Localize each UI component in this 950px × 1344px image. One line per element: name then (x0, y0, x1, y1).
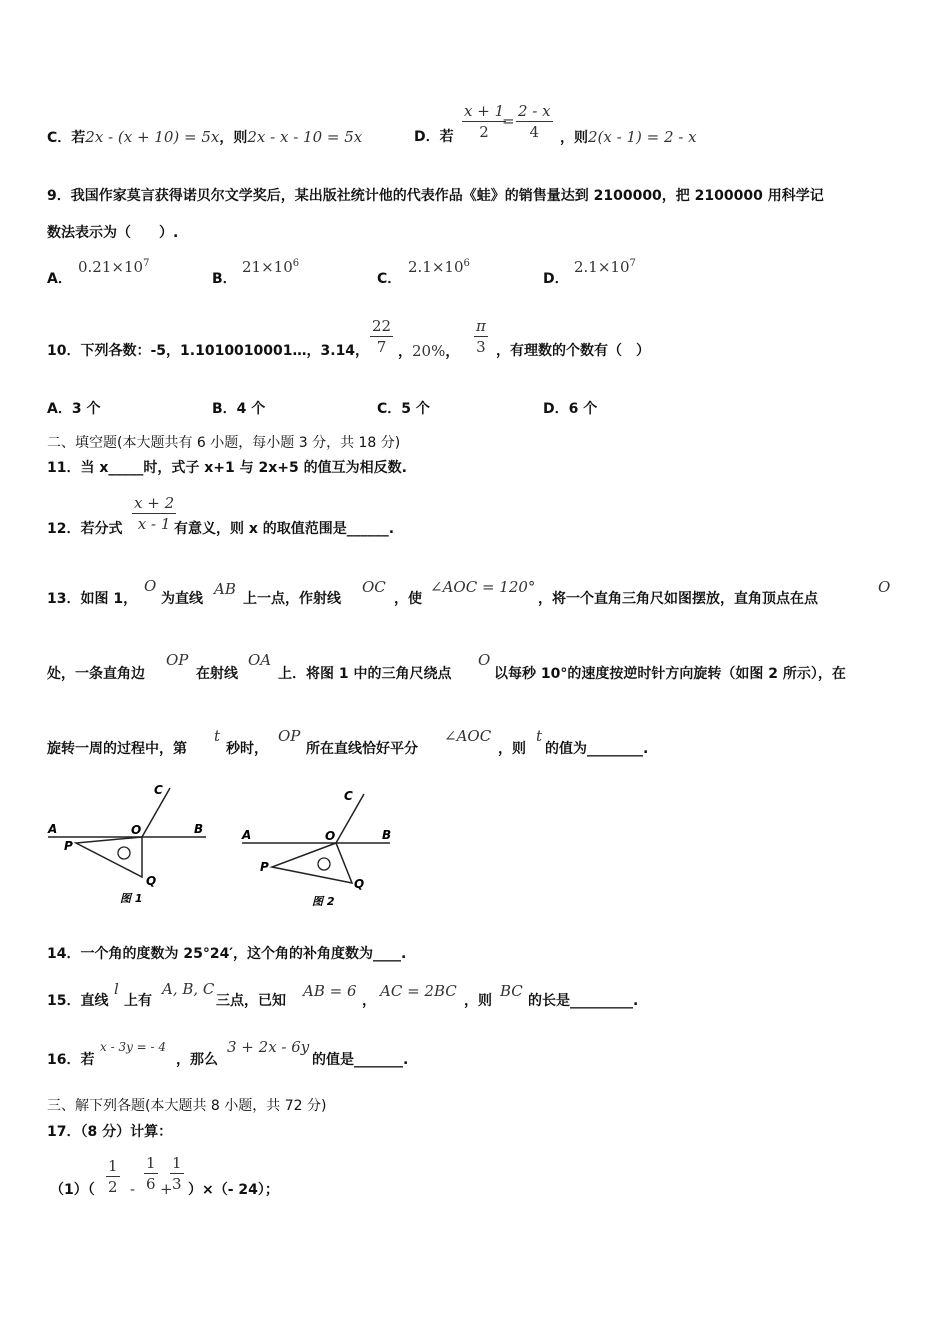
q10-option-c: C．5 个 (377, 401, 430, 417)
q15-line-l: l (114, 980, 119, 998)
q8-c-math2: 2x - x - 10 = 5x (247, 128, 363, 146)
q13-angle-aoc: ∠AOC = 120° (430, 578, 536, 596)
q11: 11．当 x_____时，式子 x+1 与 2x+5 的值互为相反数. (47, 460, 407, 476)
fig2-label-c: C (344, 789, 353, 803)
q8-option-c: C．若2x - (x + 10) = 5x，则2x - x - 10 = 5x (47, 128, 363, 146)
q10-option-a: A．3 个 (47, 401, 101, 417)
q13-ray-op: OP (166, 651, 189, 669)
figure-1-svg (44, 780, 214, 910)
q15-post: 的长是_________. (528, 993, 639, 1009)
section-2-heading: 二、填空题(本大题共有 6 小题，每小题 3 分，共 18 分) (47, 435, 401, 451)
q13-line3-e: 的值为________. (545, 741, 649, 757)
q12-pre: 12．若分式 (47, 521, 123, 537)
q13-ray-op2: OP (278, 727, 301, 745)
q16-condition: x - 3y = - 4 (100, 1040, 167, 1054)
q8-d-frac2: $\frac{2 - x}{4}$ (518, 102, 551, 141)
fig2-label-q: Q (354, 877, 365, 891)
fig2-label-a: A (242, 828, 252, 842)
q10-frac-pi-3: $\frac{\pi}{3}$ (476, 317, 486, 356)
q9-option-a: A． (47, 271, 72, 287)
q13-line3-d: ，则 (498, 741, 526, 757)
q8-option-d-label: D．若 (414, 129, 454, 145)
fig2-label-b: B (382, 828, 392, 842)
q9-stem-line1: 9．我国作家莫言获得诺贝尔文学奖后，某出版社统计他的代表作品《蛙》的销售量达到 2100000，把 2100000 用科学记 (47, 188, 824, 204)
q13-angle-aoc2: ∠AOC (444, 727, 492, 745)
q13-line2-a: 处，一条直角边 (47, 666, 145, 682)
q13-var-t1: t (214, 727, 221, 745)
q13-line1-e: ，将一个直角三角尺如图摆放，直角顶点在点 (538, 591, 818, 607)
q9-option-c: C． (377, 271, 402, 287)
q16-post: 的值是_______. (312, 1052, 409, 1068)
q13-line3-c: 所在直线恰好平分 (306, 741, 418, 757)
fig2-hole (318, 858, 330, 870)
q13-line1-a: 13．如图 1， (47, 591, 138, 607)
q13-line1-d: ，使 (394, 591, 422, 607)
section-3-heading: 三、解下列各题(本大题共 8 小题，共 72 分) (47, 1098, 327, 1114)
fig1-label-c: C (154, 783, 163, 797)
q17-plus: + (160, 1180, 173, 1198)
q13-ray-oa: OA (248, 651, 272, 669)
q16-pre: 16．若 (47, 1052, 95, 1068)
q17-frac-1-3: $\frac{1}{3}$ (172, 1154, 182, 1193)
q16-mid: ，那么 (176, 1052, 218, 1068)
q17-title: 17．（8 分）计算： (47, 1124, 173, 1140)
fig1-label-q: Q (146, 874, 157, 888)
q15-ab: AB = 6 (303, 982, 357, 1000)
q17-part1-tail: ）×（- 24）； (188, 1182, 279, 1198)
q13-line2-d: 以每秒 10°的速度按逆时针方向旋转（如图 2 所示），在 (494, 666, 846, 682)
figure-1 (44, 780, 214, 914)
q15-points: A, B, C (162, 980, 215, 998)
q13-line-ab: AB (214, 580, 236, 598)
q15-pre: 15．直线 (47, 993, 109, 1009)
q15-ac: AC = 2BC (380, 982, 457, 1000)
q10-option-b: B．4 个 (212, 401, 266, 417)
fig1-hole (118, 847, 130, 859)
q17-minus: - (130, 1180, 136, 1198)
q12-frac: $\frac{x + 2}{x - 1}$ (134, 494, 175, 533)
q16-expression: 3 + 2x - 6y (227, 1038, 310, 1056)
q10-frac-22-7: $\frac{22}{7}$ (372, 317, 392, 356)
q17-part1-label: （1）（ (50, 1182, 95, 1198)
q17-frac-1-2: $\frac{1}{2}$ (108, 1157, 118, 1196)
q12-post: 有意义，则 x 的取值范围是______. (174, 521, 395, 537)
fig1-triangle (76, 837, 142, 877)
q15-three: 三点，已知 (216, 993, 286, 1009)
q13-line1-b: 为直线 (161, 591, 203, 607)
q13-line2-b: 在射线 (196, 666, 238, 682)
q13-line3-a: 旋转一周的过程中，第 (47, 741, 187, 757)
fig1-label-b: B (194, 822, 204, 836)
q9-option-a-value: $0.21\times 10^7$ (78, 258, 150, 276)
q8-d-eq: = (502, 112, 515, 130)
q15-on: 上有 (124, 993, 152, 1009)
q8-d-then: ，则2(x - 1) = 2 - x (560, 128, 697, 146)
q9-stem-line2: 数法表示为（ ）. (47, 225, 179, 241)
q10-tail: ，有理数的个数有（ ） (496, 343, 650, 359)
q17-frac-1-6: $\frac{1}{6}$ (146, 1154, 156, 1193)
q13-line3-b: 秒时， (226, 741, 268, 757)
fig1-label-a: A (48, 822, 58, 836)
fig1-caption: 图 1 (120, 892, 143, 905)
q13-line1-c: 上一点，作射线 (243, 591, 341, 607)
q9-option-d-value: $2.1\times 10^7$ (574, 258, 636, 276)
q13-point-o: O (144, 577, 157, 595)
fig2-label-p: P (260, 860, 269, 874)
q13-ray-oc: OC (362, 578, 386, 596)
figure-2 (238, 780, 408, 914)
q13-point-o2: O (878, 578, 891, 596)
q14: 14．一个角的度数为 25°24′，这个角的补角度数为____. (47, 946, 407, 962)
q8-d-math: 2(x - 1) = 2 - x (588, 128, 697, 146)
q8-d-frac1: $\frac{x + 1}{2}$ (464, 102, 505, 141)
q10-stem: 10．下列各数：-5，1.1010010001…，3.14， (47, 343, 370, 359)
q15-comma: ， (362, 993, 376, 1009)
q10-percent: 20% (412, 342, 446, 360)
q9-option-d: D． (543, 271, 569, 287)
q13-point-o3: O (478, 651, 491, 669)
q8-c-math1: 2x - (x + 10) = 5x (85, 128, 220, 146)
fig1-label-p: P (64, 839, 73, 853)
q9-option-c-value: $2.1\times 10^6$ (408, 258, 470, 276)
q10-middle: ，20%， (398, 342, 460, 360)
figure-2-svg (238, 780, 408, 910)
q15-bc: BC (500, 982, 523, 1000)
q13-line2-c: 上．将图 1 中的三角尺绕点 (278, 666, 452, 682)
q13-var-t2: t (536, 727, 543, 745)
fig2-caption: 图 2 (312, 895, 335, 908)
fig2-label-o: O (325, 829, 336, 843)
q15-then: ，则 (464, 993, 492, 1009)
fig1-label-o: O (131, 823, 142, 837)
fig2-triangle (272, 843, 352, 883)
q9-option-b: B． (212, 271, 237, 287)
q10-option-d: D．6 个 (543, 401, 598, 417)
q9-option-b-value: $21\times 10^6$ (242, 258, 300, 276)
